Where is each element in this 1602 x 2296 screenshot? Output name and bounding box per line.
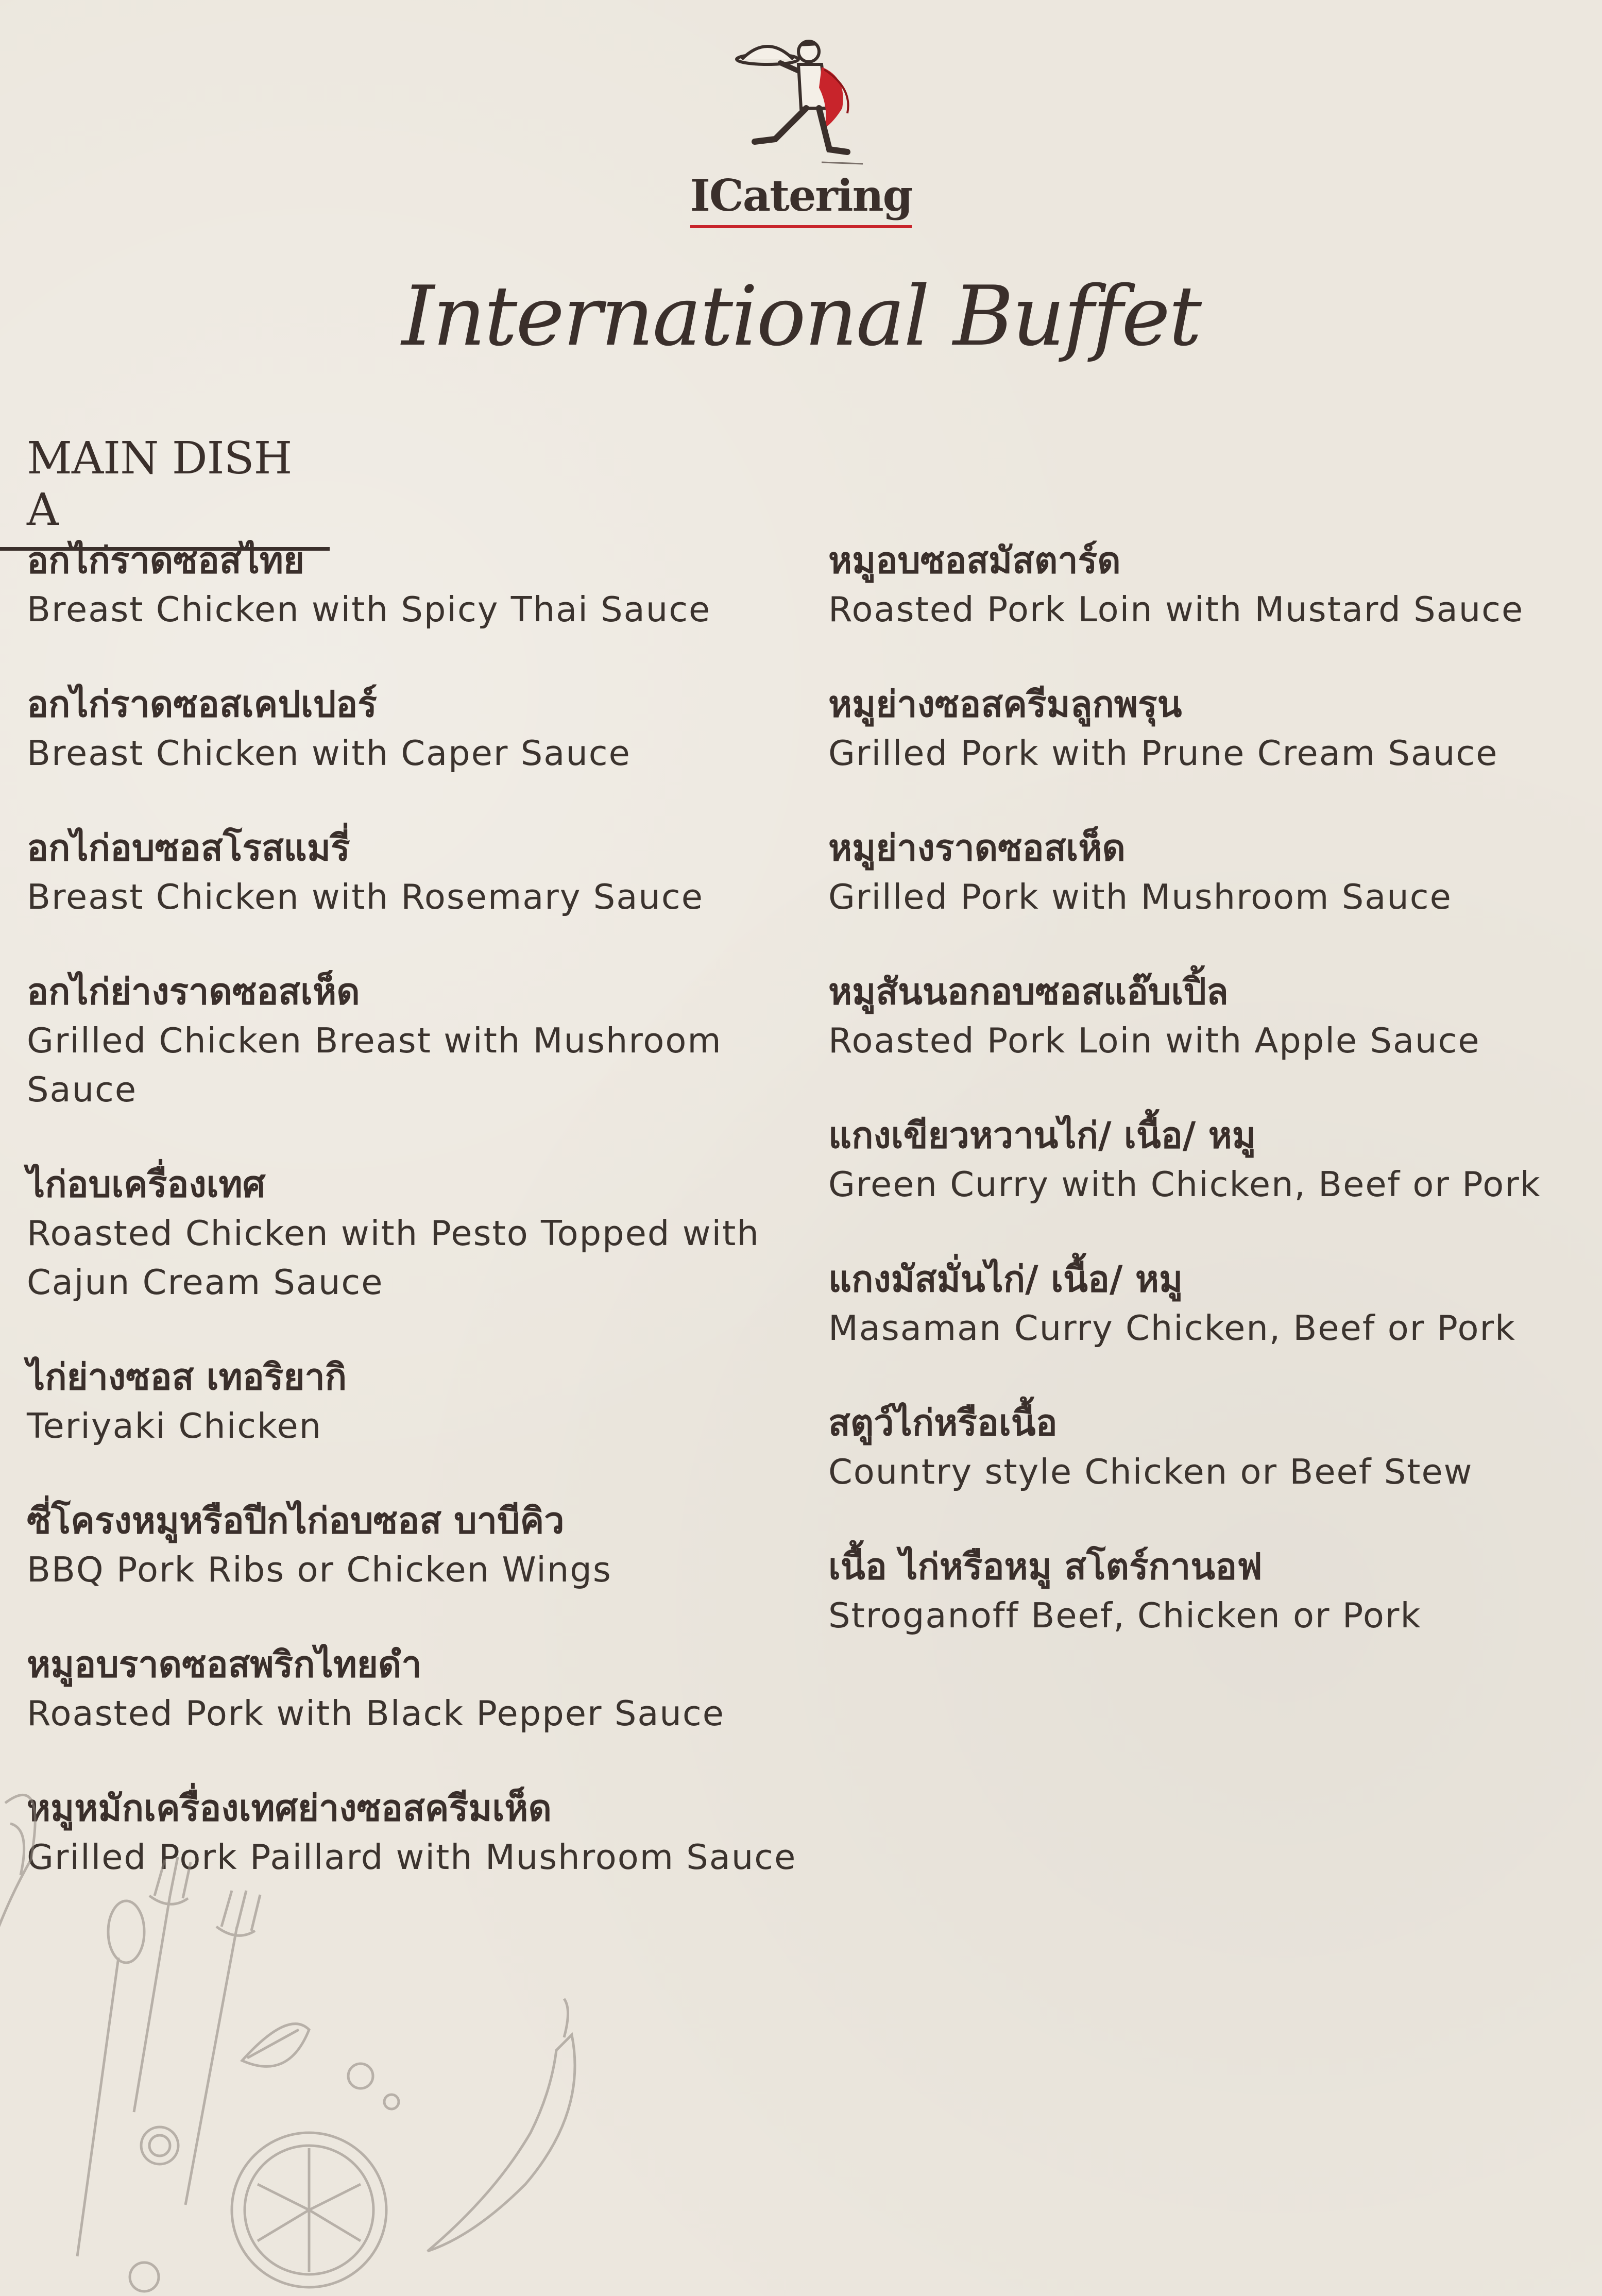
menu-item-english: Stroganoff Beef, Chicken or Pork bbox=[828, 1595, 1422, 1636]
menu-item-thai: แกงเขียวหวานไก่/ เนื้อ/ หมู bbox=[828, 1114, 1256, 1156]
leaf-icon bbox=[0, 1795, 35, 1937]
menu-item-thai: เนื้อ ไก่หรือหมู สโตร์กานอฟ bbox=[828, 1545, 1263, 1588]
menu-item-thai: ซี่โครงหมูหรือปีกไก่อบซอส บาบีคิว bbox=[27, 1500, 565, 1542]
menu-item-english: Grilled Chicken Breast with Mushroom Sauce bbox=[27, 1021, 722, 1110]
peppercorn-icon bbox=[384, 2095, 399, 2109]
peppercorn-icon bbox=[141, 2127, 178, 2164]
menu-item bbox=[27, 967, 799, 1114]
menu-item bbox=[828, 1398, 1580, 1496]
menu-item-english: Breast Chicken with Caper Sauce bbox=[27, 733, 631, 773]
brand-name: ICatering bbox=[690, 170, 912, 228]
menu-item-english: Roasted Chicken with Pesto Topped with Cajun Cream Sauce bbox=[27, 1213, 760, 1302]
menu-item bbox=[27, 1160, 799, 1307]
menu-item bbox=[828, 1254, 1580, 1353]
menu-item bbox=[27, 1496, 799, 1594]
menu-item-thai: หมูย่างซอสครีมลูกพรุน bbox=[828, 683, 1182, 725]
page-title: International Buffet bbox=[401, 268, 1201, 364]
menu-item bbox=[27, 1352, 799, 1451]
menu-item bbox=[27, 536, 799, 634]
menu-column-left bbox=[27, 536, 799, 1927]
menu-item-thai: หมูสันนอกอบซอสแอ๊บเปิ้ล bbox=[828, 971, 1229, 1013]
menu-item bbox=[27, 679, 799, 778]
menu-item-english: Teriyaki Chicken bbox=[27, 1406, 322, 1446]
menu-item bbox=[828, 967, 1580, 1065]
menu-item bbox=[828, 679, 1580, 778]
menu-item-thai: หมูอบราดซอสพริกไทยดำ bbox=[27, 1643, 422, 1686]
menu-item bbox=[27, 823, 799, 922]
waiter-icon bbox=[719, 31, 883, 175]
peppercorn-icon bbox=[130, 2263, 159, 2291]
menu-item-english: Grilled Pork Paillard with Mushroom Sauce bbox=[27, 1837, 797, 1877]
menu-item-thai: ไก่อบเครื่องเทศ bbox=[27, 1163, 266, 1205]
menu-item-thai: ไก่ย่างซอส เทอริยากิ bbox=[27, 1356, 347, 1398]
chili-pepper-icon bbox=[428, 2035, 575, 2251]
menu-item-thai: อกไก่อบซอสโรสแมรี่ bbox=[27, 827, 350, 869]
menu-item bbox=[828, 823, 1580, 922]
menu-item-thai: แกงมัสมั่นไก่/ เนื้อ/ หมู bbox=[828, 1258, 1183, 1300]
menu-item-english: Roasted Pork Loin with Mustard Sauce bbox=[828, 589, 1524, 630]
menu-item bbox=[27, 1640, 799, 1738]
kitchen-sketch-decoration bbox=[0, 1741, 618, 2296]
menu-item bbox=[828, 1111, 1580, 1209]
spoon-icon bbox=[77, 1958, 118, 2256]
menu-item-english: Green Curry with Chicken, Beef or Pork bbox=[828, 1164, 1541, 1204]
fork-icon bbox=[185, 1927, 237, 2205]
menu-item-english: Roasted Pork with Black Pepper Sauce bbox=[27, 1693, 725, 1733]
menu-item-english: Grilled Pork with Prune Cream Sauce bbox=[828, 733, 1498, 773]
menu-item-english: Breast Chicken with Spicy Thai Sauce bbox=[27, 589, 711, 630]
menu-item-english: Roasted Pork Loin with Apple Sauce bbox=[828, 1021, 1480, 1061]
menu-item-english: Masaman Curry Chicken, Beef or Pork bbox=[828, 1308, 1516, 1348]
menu-item-thai: อกไก่ย่างราดซอสเห็ด bbox=[27, 971, 360, 1013]
menu-item-english: BBQ Pork Ribs or Chicken Wings bbox=[27, 1550, 612, 1590]
section-heading: MAIN DISH A bbox=[0, 433, 330, 551]
menu-item bbox=[828, 1542, 1580, 1640]
menu-item-english: Country style Chicken or Beef Stew bbox=[828, 1452, 1473, 1492]
menu-column-right bbox=[828, 536, 1580, 1686]
menu-item-thai: อกไก่ราดซอสเคปเปอร์ bbox=[27, 683, 377, 725]
menu-item-thai: สตูว์ไก่หรือเนื้อ bbox=[828, 1402, 1058, 1444]
menu-item bbox=[828, 536, 1580, 634]
fork-icon bbox=[134, 1896, 170, 2112]
lemon-slice-icon bbox=[232, 2133, 386, 2287]
menu-item-thai: หมูอบซอสมัสตาร์ด bbox=[828, 539, 1121, 582]
logo bbox=[0, 31, 1602, 228]
peppercorn-icon bbox=[348, 2064, 373, 2088]
menu-item-english: Breast Chicken with Rosemary Sauce bbox=[27, 877, 704, 917]
menu-item-english: Grilled Pork with Mushroom Sauce bbox=[828, 877, 1452, 917]
menu-item-thai: หมูหมักเครื่องเทศย่างซอสครีมเห็ด bbox=[27, 1787, 552, 1829]
menu-item-thai: อกไก่ราดซอสไทย bbox=[27, 539, 305, 582]
menu-item-thai: หมูย่างราดซอสเห็ด bbox=[828, 827, 1126, 869]
